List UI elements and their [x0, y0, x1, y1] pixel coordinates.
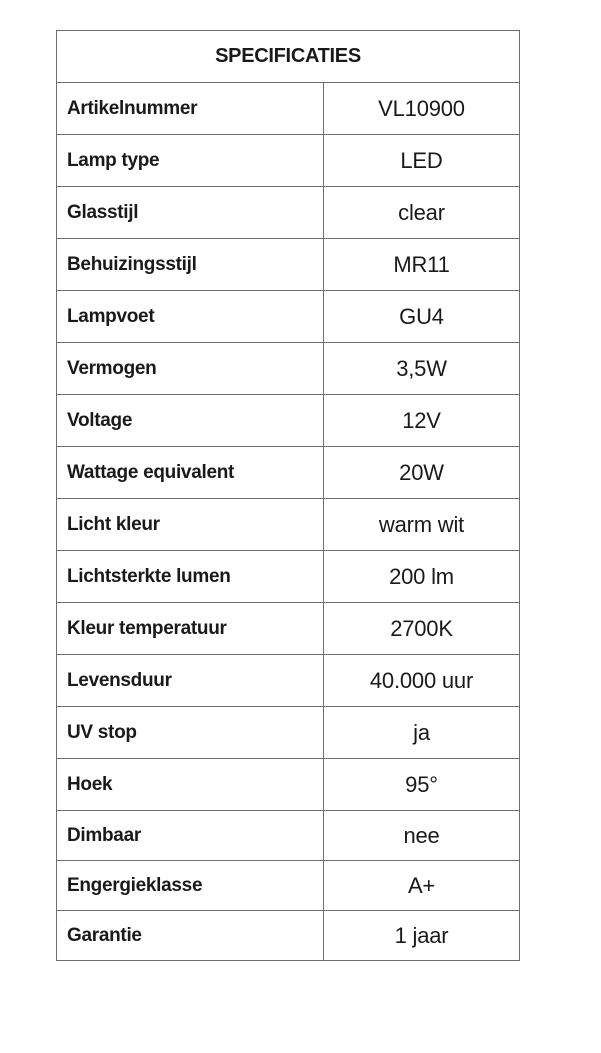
spec-label: Artikelnummer: [57, 83, 324, 135]
spec-label: UV stop: [57, 707, 324, 759]
table-row: [57, 707, 520, 759]
spec-value: nee: [324, 811, 520, 861]
table-row: [57, 343, 520, 395]
table-row: [57, 861, 520, 911]
spec-label: Wattage equivalent: [57, 447, 324, 499]
spec-label: Glasstijl: [57, 187, 324, 239]
spec-label: Behuizingsstijl: [57, 239, 324, 291]
spec-value: 3,5W: [324, 343, 520, 395]
spec-value: 20W: [324, 447, 520, 499]
spec-label: Lichtsterkte lumen: [57, 551, 324, 603]
table-row: [57, 811, 520, 861]
table-row: [57, 83, 520, 135]
spec-label: Engergieklasse: [57, 861, 324, 911]
spec-value: clear: [324, 187, 520, 239]
table-row: [57, 447, 520, 499]
spec-label: Voltage: [57, 395, 324, 447]
spec-value: 1 jaar: [324, 911, 520, 961]
spec-value: 2700K: [324, 603, 520, 655]
table-row: [57, 291, 520, 343]
table-row: [57, 911, 520, 961]
spec-value: VL10900: [324, 83, 520, 135]
spec-label: Vermogen: [57, 343, 324, 395]
spec-value: 40.000 uur: [324, 655, 520, 707]
table-header-row: [57, 31, 520, 83]
table-row: [57, 395, 520, 447]
spec-value: 12V: [324, 395, 520, 447]
table-title: SPECIFICATIES: [57, 31, 520, 83]
spec-label: Kleur temperatuur: [57, 603, 324, 655]
spec-label: Hoek: [57, 759, 324, 811]
table-row: [57, 603, 520, 655]
spec-value: ja: [324, 707, 520, 759]
table-row: [57, 759, 520, 811]
table-row: [57, 135, 520, 187]
spec-value: MR11: [324, 239, 520, 291]
spec-value: warm wit: [324, 499, 520, 551]
spec-value: A+: [324, 861, 520, 911]
specifications-table: [56, 30, 520, 961]
spec-value: GU4: [324, 291, 520, 343]
spec-label: Dimbaar: [57, 811, 324, 861]
table-row: [57, 239, 520, 291]
table-row: [57, 187, 520, 239]
spec-label: Garantie: [57, 911, 324, 961]
spec-value: LED: [324, 135, 520, 187]
spec-value: 95°: [324, 759, 520, 811]
spec-label: Lampvoet: [57, 291, 324, 343]
table-row: [57, 499, 520, 551]
spec-label: Levensduur: [57, 655, 324, 707]
spec-value: 200 lm: [324, 551, 520, 603]
spec-label: Licht kleur: [57, 499, 324, 551]
table-row: [57, 655, 520, 707]
spec-label: Lamp type: [57, 135, 324, 187]
table-row: [57, 551, 520, 603]
